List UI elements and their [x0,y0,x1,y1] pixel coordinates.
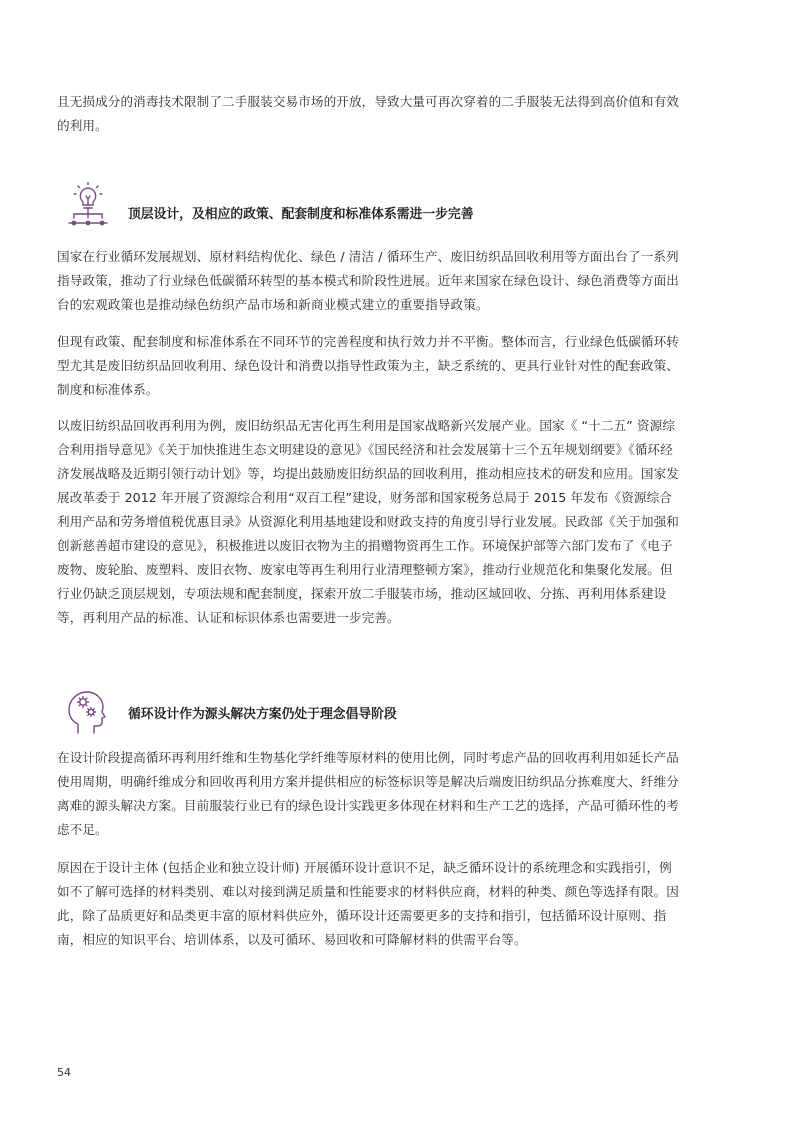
section-heading-circular-design: 循环设计作为源头解决方案仍处于理念倡导阶段 [128,707,397,722]
paragraph-intro: 且无损成分的消毒技术限制了二手服装交易市场的开放，导致大量可再次穿着的二手服装无法得到高价值和有效的利用。 [57,94,679,133]
head-gears-icon [64,686,106,736]
section-heading-top-level-design: 顶层设计，及相应的政策、配套制度和标准体系需进一步完善 [128,207,474,222]
paragraph-design-reasons: 原因在于设计主体 (包括企业和独立设计师) 开展循环设计意识不足，缺乏循环设计的系统理念和实践指引，例如不了解可选择的材料类别、难以对接到满足质量和性能要求的材料供应商，材料的种类、颜色等选择有限。因此，除了品质更好和品类更丰富的原材料供应外，循环设计还需要更多的支持和指引，包括循环设计原则、指南，相应的知识平台、培训体系，以及可循环、易回收和可降解材料的供需平台等。 [57,860,679,947]
paragraph-recycling-example: 以废旧纺织品回收再利用为例，废旧纺织品无害化再生利用是国家战略新兴发展产业。国家《 “十二五” 资源综合利用指导意见》《关于加快推进生态文明建设的意见》《国民经济和社会发展第十三个五年规划纲要》《循环经济发展战略及近期引领行动计划》等，均提出鼓励废旧纺织品的回收利用，推动相应技术的研发和应用。国家发展改革委于 2012 年开展了资源综合利用“双百工程”建设，财务部和国家税务总局于 2015 年发布《资源综合利用产品和劳务增值税优惠目录》从资源化利用基地建设和财政支持的角度引导行业发展。民政部《关于加强和创新慈善超市建设的意见》，积极推进以废旧衣物为主的捐赠物资再生工作。环境保护部等六部门发布了《电子废物、废轮胎、废塑料、废旧衣物、废家电等再生利用行业清理整顿方案》，推动行业规范化和集聚化发展。但行业仍缺乏顶层规划，专项法规和配套制度，探索开放二手服装市场，推动区域回收、分拣、再利用体系建设等，再利用产品的标准、认证和标识体系也需要进一步完善。 [57,418,679,625]
lightbulb-network-icon [66,182,110,228]
page-number: 54 [57,1066,71,1079]
paragraph-policy-imbalance: 但现有政策、配套制度和标准体系在不同环节的完善程度和执行效力并不平衡。整体而言，行业绿色低碳循环转型尤其是废旧纺织品回收利用、绿色设计和消费以指导性政策为主，缺乏系统的、更具行业针对性的配套政策、制度和标准体系。 [57,334,679,397]
paragraph-policy-overview: 国家在行业循环发展规划、原材料结构优化、绿色 / 清洁 / 循环生产、废旧纺织品回收利用等方面出台了一系列指导政策，推动了行业绿色低碳循环转型的基本模式和阶段性进展。近年来国家在绿色设计、绿色消费等方面出台的宏观政策也是推动绿色纺织产品市场和新商业模式建立的重要指导政策。 [57,249,679,312]
paragraph-design-stage: 在设计阶段提高循环再利用纤维和生物基化学纤维等原材料的使用比例，同时考虑产品的回收再利用如延长产品使用周期，明确纤维成分和回收再利用方案并提供相应的标签标识等是解决后端废旧纺织品分拣难度大、纤维分离难的源头解决方案。目前服装行业已有的绿色设计实践更多体现在材料和生产工艺的选择，产品可循环性的考虑不足。 [57,750,679,837]
